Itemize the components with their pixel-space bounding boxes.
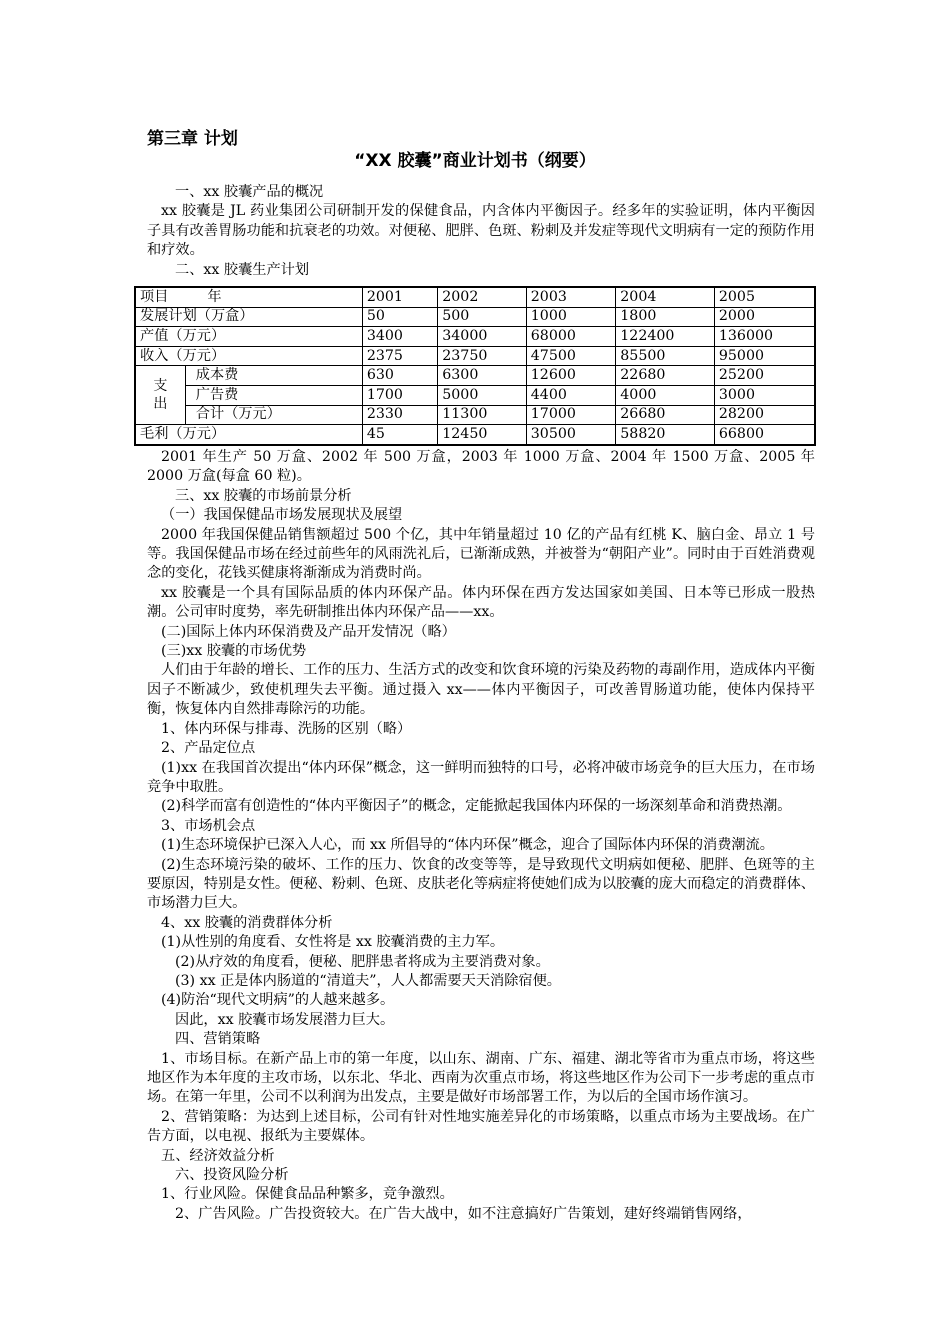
list-item: 4、xx 胶囊的消费群体分析 <box>161 914 333 931</box>
table-cell: 68000 <box>526 327 616 347</box>
header-item-label: 项目 <box>140 288 169 305</box>
list-item: (1)生态环境保护已深入人心，而 xx 所倡导的“体内环保”概念，迎合了国际体内环保的消费潮流。 <box>161 837 774 854</box>
table-cell: 50 <box>362 307 437 327</box>
table-cell: 2375 <box>362 346 437 366</box>
expense-label-bottom: 出 <box>153 396 168 413</box>
row-label: 发展计划（万盒） <box>135 307 362 327</box>
table-cell: 30500 <box>526 425 616 445</box>
table-cell: 500 <box>438 307 527 327</box>
table-cell: 5000 <box>438 385 527 405</box>
table-cell: 1700 <box>362 385 437 405</box>
table-row <box>135 425 815 445</box>
table-header-row <box>135 287 815 307</box>
table-cell: 17000 <box>526 405 616 425</box>
table-cell: 1800 <box>616 307 715 327</box>
paragraph: 2、广告风险。广告投资较大。在广告大战中，如不注意搞好广告策划，建好终端销售网络， <box>175 1205 752 1222</box>
table-cell: 12450 <box>438 425 527 445</box>
list-item: (2)科学而富有创造性的“体内平衡因子”的概念，定能掀起我国体内环保的一场深刻革命和消费热潮。 <box>161 798 792 815</box>
paragraph: xx 胶囊是一个具有国际品质的体内环保产品。体内环保在西方发达国家如美国、日本等已形成一股热潮。公司审时度势，率先研制推出体内环保产品——xx。 <box>147 584 815 621</box>
section-2-heading: 二、xx 胶囊生产计划 <box>175 261 310 278</box>
list-item: (3) xx 正是体内肠道的“清道夫”，人人都需要天天消除宿便。 <box>175 972 561 989</box>
table-row <box>135 366 815 386</box>
table-cell: 3400 <box>362 327 437 347</box>
table-cell: 23750 <box>438 346 527 366</box>
section-3-heading: 三、xx 胶囊的市场前景分析 <box>175 487 352 504</box>
table-cell: 22680 <box>616 366 715 386</box>
subsection-heading: (三)xx 胶囊的市场优势 <box>161 643 307 660</box>
row-label: 成本费 <box>185 366 362 386</box>
row-label: 毛利（万元） <box>135 425 362 445</box>
subsection-heading: （一）我国保健品市场发展现状及展望 <box>161 507 403 524</box>
document-title: “XX 胶囊”商业计划书（纲要） <box>354 151 596 171</box>
paragraph: 2000 年我国保健品销售额超过 500 个亿，其中年销量超过 10 亿的产品有红桃 K、脑白金、昂立 1 号等。我国保健品市场在经过前些年的风雨洗礼后，已渐渐成熟，并被誉为“朝阳产业”。同时由于百姓消费观念的变化，花钱买健康将渐渐成为消费时尚。 <box>147 526 815 582</box>
table-header-cell <box>135 287 362 307</box>
section-1-heading: 一、xx 胶囊产品的概况 <box>175 184 324 200</box>
list-item: 1、体内环保与排毒、洗肠的区别（略） <box>161 720 412 737</box>
list-item: (2)生态环境污染的破坏、工作的压力、饮食的改变等等，是导致现代文明病如便秘、肥胖、色斑等的主要原因，特别是女性。便秘、粉刺、色斑、皮肤老化等病症将使她们成为以胶囊的庞大而稳定的消费群体、市场潜力巨大。 <box>147 856 815 912</box>
table-cell: 1000 <box>526 307 616 327</box>
paragraph: 人们由于年龄的增长、工作的压力、生活方式的改变和饮食环境的污染及药物的毒副作用，造成体内平衡因子不断减少，致使机理失去平衡。通过摄入 xx——体内平衡因子，可改善胃肠道功能，使体内保持平衡，恢复体内自然排毒除污的功能。 <box>147 662 815 718</box>
header-year-label: 年 <box>207 288 222 305</box>
table-cell: 2003 <box>526 287 616 307</box>
table-cell: 2005 <box>714 287 815 307</box>
table-cell: 45 <box>362 425 437 445</box>
table-cell: 122400 <box>616 327 715 347</box>
row-label: 合计（万元） <box>185 405 362 425</box>
table-row <box>135 405 815 425</box>
table-cell: 2330 <box>362 405 437 425</box>
production-plan-table <box>134 286 816 446</box>
table-cell: 25200 <box>714 366 815 386</box>
table-row <box>135 307 815 327</box>
table-cell: 6300 <box>438 366 527 386</box>
section-5-heading: 五、经济效益分析 <box>161 1147 275 1164</box>
table-cell: 66800 <box>714 425 815 445</box>
table-cell: 630 <box>362 366 437 386</box>
list-item: (4)防治“现代文明病”的人越来越多。 <box>161 992 395 1009</box>
list-item: 2、产品定位点 <box>161 740 256 757</box>
row-label: 产值（万元） <box>135 327 362 347</box>
table-cell: 28200 <box>714 405 815 425</box>
row-label: 广告费 <box>185 385 362 405</box>
section-4-heading: 四、营销策略 <box>175 1031 261 1048</box>
table-cell: 26680 <box>616 405 715 425</box>
table-cell: 2001 <box>362 287 437 307</box>
table-cell: 95000 <box>714 346 815 366</box>
table-cell: 34000 <box>438 327 527 347</box>
body-text <box>147 448 815 1224</box>
table-cell: 2000 <box>714 307 815 327</box>
table-cell: 3000 <box>714 385 815 405</box>
chapter-heading: 第三章 计划 <box>147 129 238 149</box>
paragraph: 2、营销策略：为达到上述目标，公司有针对性地实施差异化的市场策略，以重点市场为主要战场。在广告方面，以电视、报纸为主要媒体。 <box>147 1108 815 1145</box>
expense-group-label <box>135 366 185 425</box>
table-cell: 4000 <box>616 385 715 405</box>
table-cell: 12600 <box>526 366 616 386</box>
list-item: (1)xx 在我国首次提出“体内环保”概念，这一鲜明而独特的口号，必将冲破市场竞争的巨大压力，在市场竞争中取胜。 <box>147 759 815 795</box>
paragraph: 1、市场目标。在新产品上市的第一年度，以山东、湖南、广东、福建、湖北等省市为重点市场，将这些地区作为本年度的主攻市场，以东北、华北、西南为次重点市场，将这些地区作为公司下一步考虑的重点市场。在第一年里，公司不以利润为出发点，主要是做好市场部署工作，为以后的全国市场作演习。 <box>147 1050 815 1106</box>
table-cell: 2002 <box>438 287 527 307</box>
table-cell: 85500 <box>616 346 715 366</box>
table-cell: 4400 <box>526 385 616 405</box>
subsection-heading: (二)国际上体内环保消费及产品开发情况（略） <box>161 623 456 640</box>
list-item: 3、市场机会点 <box>161 817 256 834</box>
production-note: 2001 年生产 50 万盒、2002 年 500 万盒，2003 年 1000 万盒、2004 年 1500 万盒、2005 年 2000 万盒(每盒 60 粒)。 <box>147 449 815 485</box>
section-1-body: xx 胶囊是 JL 药业集团公司研制开发的保健食品，内含体内平衡因子。经多年的实验证明，体内平衡因子具有改善胃肠功能和抗衰老的功效。对便秘、肥胖、色斑、粉刺及并发症等现代文明病有一定的预防作用和疗效。 <box>147 203 815 259</box>
table-cell: 136000 <box>714 327 815 347</box>
table-cell: 11300 <box>438 405 527 425</box>
table-row <box>135 346 815 366</box>
expense-label-top: 支 <box>153 378 168 395</box>
table-row <box>135 327 815 347</box>
section-1 <box>147 183 815 280</box>
paragraph: 因此，xx 胶囊市场发展潜力巨大。 <box>175 1011 395 1028</box>
table-cell: 2004 <box>616 287 715 307</box>
table-cell: 47500 <box>526 346 616 366</box>
list-item: (2)从疗效的角度看，便秘、肥胖患者将成为主要消费对象。 <box>175 953 550 970</box>
section-6-heading: 六、投资风险分析 <box>175 1167 289 1184</box>
row-label: 收入（万元） <box>135 346 362 366</box>
table-cell: 58820 <box>616 425 715 445</box>
table-row <box>135 385 815 405</box>
list-item: (1)从性别的角度看、女性将是 xx 胶囊消费的主力军。 <box>161 934 505 951</box>
paragraph: 1、行业风险。保健食品品种繁多，竞争激烈。 <box>161 1186 454 1203</box>
